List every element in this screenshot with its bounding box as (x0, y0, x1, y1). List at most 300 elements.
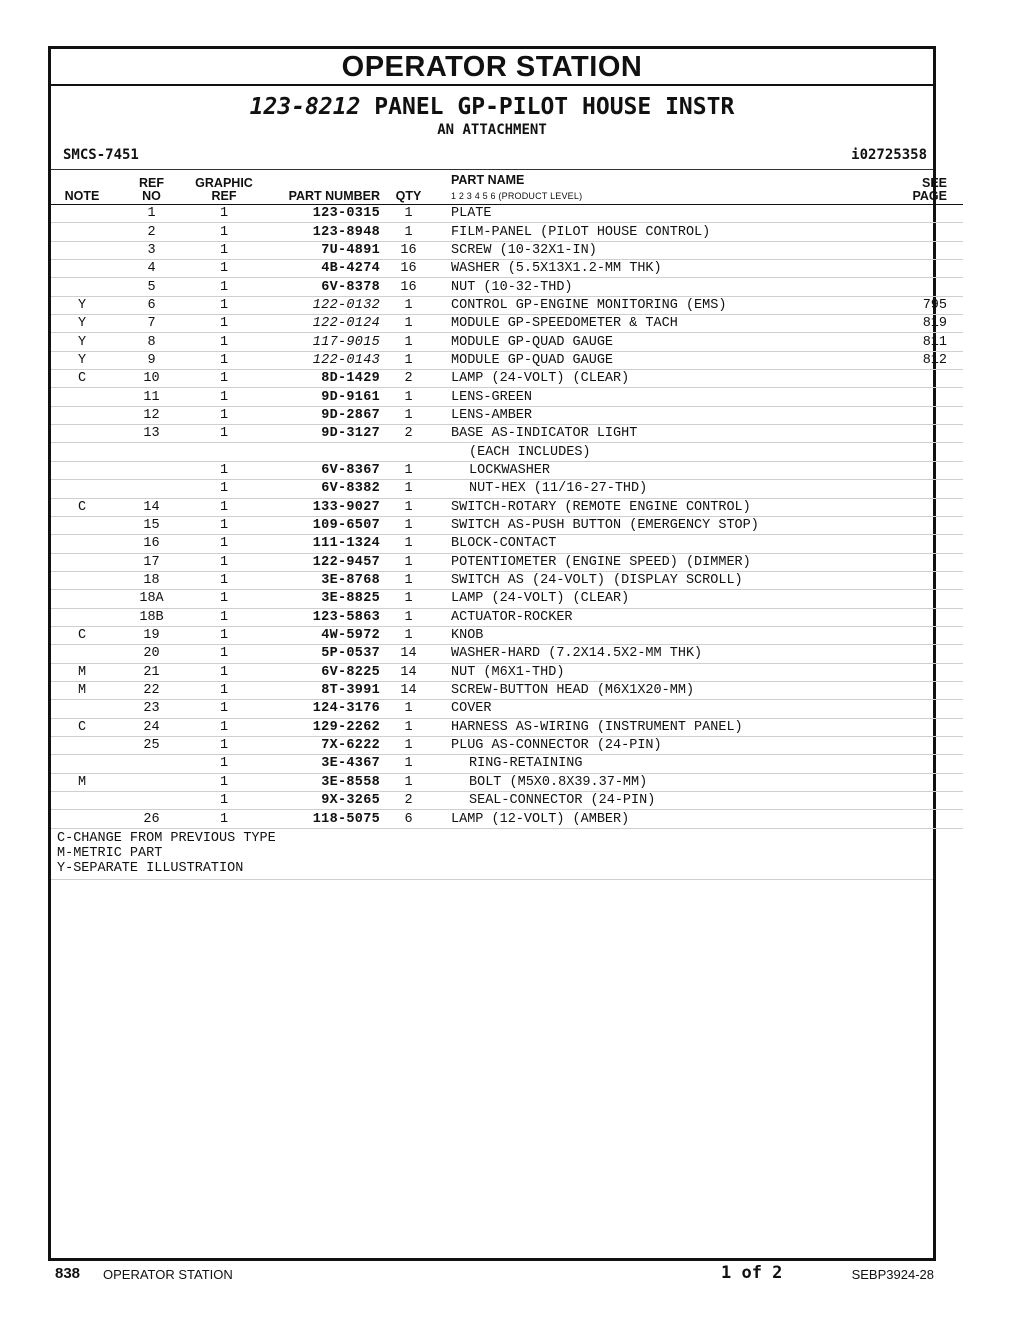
table-row (51, 498, 963, 516)
row-part-number: 109-6507 (258, 516, 380, 534)
table-row (51, 608, 963, 626)
table-row (51, 553, 963, 571)
row-part-number: 123-0315 (258, 205, 380, 223)
row-qty: 1 (380, 736, 437, 754)
row-part-name (437, 792, 881, 810)
attachment-label: AN ATTACHMENT (437, 122, 547, 138)
row-qty: 1 (380, 553, 437, 571)
row-part-name: WASHER-HARD (7.2X14.5X2-MM THK) (437, 645, 881, 663)
row-part-number: 9D-9161 (258, 388, 380, 406)
row-see-page (881, 626, 963, 644)
row-part-number: 9D-3127 (258, 425, 380, 443)
table-row (51, 810, 963, 828)
row-part-name: WASHER (5.5X13X1.2-MM THK) (437, 260, 881, 278)
row-ref-no: 6 (113, 296, 190, 314)
row-part-number: 8T-3991 (258, 681, 380, 699)
row-part-name: SWITCH AS-PUSH BUTTON (EMERGENCY STOP) (437, 516, 881, 534)
row-qty: 2 (380, 370, 437, 388)
row-qty (380, 443, 437, 461)
row-graphic-ref: 1 (190, 626, 258, 644)
row-qty: 1 (380, 388, 437, 406)
row-graphic-ref: 1 (190, 205, 258, 223)
row-qty: 1 (380, 590, 437, 608)
row-see-page (881, 553, 963, 571)
row-part-number: 6V-8382 (258, 480, 380, 498)
table-row (51, 535, 963, 553)
row-graphic-ref: 1 (190, 645, 258, 663)
row-ref-no: 7 (113, 315, 190, 333)
row-ref-no: 18B (113, 608, 190, 626)
table-row (51, 296, 963, 314)
row-part-number: 123-5863 (258, 608, 380, 626)
row-see-page (881, 773, 963, 791)
row-ref-no: 24 (113, 718, 190, 736)
row-part-name: LENS-AMBER (437, 406, 881, 424)
row-graphic-ref: 1 (190, 608, 258, 626)
row-part-name (437, 755, 881, 773)
row-qty: 1 (380, 535, 437, 553)
row-part-number: 111-1324 (258, 535, 380, 553)
row-note (51, 553, 113, 571)
table-row (51, 480, 963, 498)
part-title-line (51, 94, 933, 120)
row-note (51, 792, 113, 810)
row-ref-no: 17 (113, 553, 190, 571)
table-row (51, 645, 963, 663)
row-see-page (881, 700, 963, 718)
row-see-page: 812 (881, 351, 963, 369)
parts-table-body (51, 205, 963, 829)
row-graphic-ref: 1 (190, 773, 258, 791)
row-see-page (881, 608, 963, 626)
row-note (51, 406, 113, 424)
section-title: OPERATOR STATION (51, 49, 933, 86)
note-metric: M-METRIC PART (57, 845, 163, 861)
row-ref-no: 4 (113, 260, 190, 278)
row-note (51, 443, 113, 461)
row-part-number: 3E-4367 (258, 755, 380, 773)
row-part-name-text: SEAL-CONNECTOR (24-PIN) (469, 793, 656, 809)
row-graphic-ref: 1 (190, 260, 258, 278)
row-see-page (881, 498, 963, 516)
row-note: Y (51, 351, 113, 369)
row-qty: 1 (380, 498, 437, 516)
row-part-name: HARNESS AS-WIRING (INSTRUMENT PANEL) (437, 718, 881, 736)
row-part-name: SCREW-BUTTON HEAD (M6X1X20-MM) (437, 681, 881, 699)
row-note (51, 480, 113, 498)
row-qty: 16 (380, 278, 437, 296)
row-qty: 1 (380, 351, 437, 369)
row-part-number: 3E-8825 (258, 590, 380, 608)
row-ref-no (113, 755, 190, 773)
row-ref-no (113, 773, 190, 791)
row-note (51, 461, 113, 479)
row-graphic-ref: 1 (190, 278, 258, 296)
row-see-page (881, 810, 963, 828)
row-graphic-ref: 1 (190, 553, 258, 571)
table-row (51, 755, 963, 773)
row-graphic-ref: 1 (190, 792, 258, 810)
row-part-number: 129-2262 (258, 718, 380, 736)
row-see-page (881, 590, 963, 608)
row-qty: 1 (380, 480, 437, 498)
row-graphic-ref: 1 (190, 425, 258, 443)
row-graphic-ref: 1 (190, 370, 258, 388)
row-part-name: LAMP (24-VOLT) (CLEAR) (437, 370, 881, 388)
col-ref-no: REF NO (113, 170, 190, 205)
row-ref-no: 9 (113, 351, 190, 369)
row-part-name: FILM-PANEL (PILOT HOUSE CONTROL) (437, 223, 881, 241)
main-part-title: PANEL GP-PILOT HOUSE INSTR (374, 94, 735, 120)
row-graphic-ref: 1 (190, 755, 258, 773)
row-part-name-text: LOCKWASHER (469, 462, 551, 478)
row-part-name: BASE AS-INDICATOR LIGHT (437, 425, 881, 443)
row-graphic-ref: 1 (190, 223, 258, 241)
row-ref-no: 21 (113, 663, 190, 681)
row-see-page (881, 406, 963, 424)
page-of: 1 of 2 (721, 1263, 783, 1283)
parts-table (51, 170, 963, 829)
row-see-page (881, 388, 963, 406)
note-separate: Y-SEPARATE ILLUSTRATION (57, 860, 244, 876)
table-row (51, 516, 963, 534)
row-qty: 1 (380, 296, 437, 314)
row-note (51, 278, 113, 296)
row-part-number: 117-9015 (258, 333, 380, 351)
table-row (51, 388, 963, 406)
row-qty: 1 (380, 516, 437, 534)
row-part-number: 122-9457 (258, 553, 380, 571)
row-qty: 14 (380, 681, 437, 699)
col-see-page: SEE PAGE (881, 170, 963, 205)
row-graphic-ref: 1 (190, 516, 258, 534)
table-row (51, 351, 963, 369)
row-ref-no: 5 (113, 278, 190, 296)
row-note (51, 241, 113, 259)
row-note (51, 388, 113, 406)
row-ref-no: 22 (113, 681, 190, 699)
row-see-page (881, 718, 963, 736)
row-qty: 1 (380, 718, 437, 736)
row-qty: 14 (380, 645, 437, 663)
row-part-number: 8D-1429 (258, 370, 380, 388)
row-see-page (881, 681, 963, 699)
row-ref-no: 18A (113, 590, 190, 608)
row-part-number: 4W-5972 (258, 626, 380, 644)
row-ref-no: 13 (113, 425, 190, 443)
row-note: Y (51, 296, 113, 314)
table-row (51, 205, 963, 223)
row-see-page: 795 (881, 296, 963, 314)
row-part-name (437, 461, 881, 479)
row-qty: 1 (380, 755, 437, 773)
row-ref-no (113, 480, 190, 498)
row-note: M (51, 773, 113, 791)
row-ref-no: 10 (113, 370, 190, 388)
table-row (51, 736, 963, 754)
row-graphic-ref: 1 (190, 663, 258, 681)
row-note (51, 700, 113, 718)
row-qty: 14 (380, 663, 437, 681)
row-part-number: 5P-0537 (258, 645, 380, 663)
row-note: C (51, 370, 113, 388)
table-row (51, 260, 963, 278)
table-row (51, 425, 963, 443)
row-part-number: 122-0132 (258, 296, 380, 314)
row-qty: 1 (380, 223, 437, 241)
row-ref-no: 25 (113, 736, 190, 754)
row-note: C (51, 626, 113, 644)
row-qty: 1 (380, 315, 437, 333)
row-part-name: BLOCK-CONTACT (437, 535, 881, 553)
row-ref-no: 12 (113, 406, 190, 424)
row-graphic-ref: 1 (190, 700, 258, 718)
row-graphic-ref: 1 (190, 388, 258, 406)
row-graphic-ref: 1 (190, 333, 258, 351)
row-part-number: 122-0124 (258, 315, 380, 333)
row-note: M (51, 663, 113, 681)
row-graphic-ref: 1 (190, 315, 258, 333)
table-row (51, 663, 963, 681)
row-note (51, 755, 113, 773)
row-part-number: 6V-8225 (258, 663, 380, 681)
row-part-name: PLUG AS-CONNECTOR (24-PIN) (437, 736, 881, 754)
row-part-name: SWITCH-ROTARY (REMOTE ENGINE CONTROL) (437, 498, 881, 516)
row-note (51, 590, 113, 608)
row-note: Y (51, 333, 113, 351)
row-part-name (437, 480, 881, 498)
table-row (51, 590, 963, 608)
row-note (51, 535, 113, 553)
row-note: C (51, 718, 113, 736)
row-see-page (881, 223, 963, 241)
row-ref-no: 3 (113, 241, 190, 259)
row-part-number: 4B-4274 (258, 260, 380, 278)
col-part-number: PART NUMBER (258, 170, 380, 205)
row-part-name: SWITCH AS (24-VOLT) (DISPLAY SCROLL) (437, 571, 881, 589)
row-graphic-ref: 1 (190, 296, 258, 314)
row-qty: 2 (380, 792, 437, 810)
row-see-page (881, 205, 963, 223)
row-part-number: 133-9027 (258, 498, 380, 516)
row-part-name-text: (EACH INCLUDES) (469, 444, 591, 460)
row-part-name (437, 773, 881, 791)
row-ref-no: 19 (113, 626, 190, 644)
row-part-name: SCREW (10-32X1-IN) (437, 241, 881, 259)
row-ref-no: 15 (113, 516, 190, 534)
row-part-name: MODULE GP-SPEEDOMETER & TACH (437, 315, 881, 333)
row-graphic-ref: 1 (190, 351, 258, 369)
row-graphic-ref: 1 (190, 571, 258, 589)
row-qty: 16 (380, 241, 437, 259)
note-change: C-CHANGE FROM PREVIOUS TYPE (57, 830, 276, 846)
row-graphic-ref: 1 (190, 681, 258, 699)
row-graphic-ref: 1 (190, 461, 258, 479)
row-ref-no: 20 (113, 645, 190, 663)
row-note (51, 260, 113, 278)
row-qty: 1 (380, 608, 437, 626)
table-row (51, 571, 963, 589)
table-row (51, 223, 963, 241)
row-note (51, 205, 113, 223)
row-part-number: 123-8948 (258, 223, 380, 241)
row-part-number: 7X-6222 (258, 736, 380, 754)
row-qty: 1 (380, 700, 437, 718)
row-qty: 16 (380, 260, 437, 278)
table-row (51, 278, 963, 296)
row-note: Y (51, 315, 113, 333)
table-row (51, 370, 963, 388)
smcs-code: SMCS-7451 (63, 147, 139, 163)
row-part-name-text: NUT-HEX (11/16-27-THD) (469, 481, 648, 497)
row-part-number: 3E-8768 (258, 571, 380, 589)
row-qty: 1 (380, 571, 437, 589)
row-ref-no (113, 792, 190, 810)
row-see-page (881, 571, 963, 589)
row-part-name-text: RING-RETAINING (469, 756, 583, 772)
row-ref-no: 14 (113, 498, 190, 516)
row-qty: 1 (380, 461, 437, 479)
row-ref-no: 2 (113, 223, 190, 241)
row-see-page (881, 755, 963, 773)
main-part-number: 123-8212 (249, 94, 361, 120)
row-ref-no: 16 (113, 535, 190, 553)
row-note (51, 608, 113, 626)
col-graphic-ref: GRAPHIC REF (190, 170, 258, 205)
product-level-label: 1 2 3 4 5 6 (PRODUCT LEVEL) (451, 191, 583, 201)
row-qty: 1 (380, 205, 437, 223)
col-qty: QTY (380, 170, 437, 205)
row-see-page (881, 663, 963, 681)
row-ref-no (113, 461, 190, 479)
document-id: SEBP3924-28 (851, 1267, 934, 1282)
col-part-name: PART NAME 1 2 3 4 5 6 (PRODUCT LEVEL) (437, 170, 881, 205)
row-see-page (881, 260, 963, 278)
row-see-page (881, 461, 963, 479)
table-row (51, 718, 963, 736)
row-part-name: LAMP (12-VOLT) (AMBER) (437, 810, 881, 828)
table-row (51, 315, 963, 333)
row-part-number: 9X-3265 (258, 792, 380, 810)
row-qty: 1 (380, 333, 437, 351)
notes-legend (51, 829, 933, 880)
row-graphic-ref: 1 (190, 718, 258, 736)
row-part-name: LENS-GREEN (437, 388, 881, 406)
table-row (51, 406, 963, 424)
row-part-name: KNOB (437, 626, 881, 644)
row-note (51, 223, 113, 241)
row-note: C (51, 498, 113, 516)
row-see-page (881, 241, 963, 259)
row-qty: 2 (380, 425, 437, 443)
table-row (51, 241, 963, 259)
row-graphic-ref: 1 (190, 480, 258, 498)
row-see-page (881, 443, 963, 461)
table-row (51, 333, 963, 351)
row-see-page (881, 516, 963, 534)
row-note (51, 571, 113, 589)
row-note (51, 425, 113, 443)
row-see-page (881, 736, 963, 754)
row-part-name: ACTUATOR-ROCKER (437, 608, 881, 626)
page-number: 838 (55, 1265, 81, 1282)
row-graphic-ref: 1 (190, 241, 258, 259)
row-part-name (437, 443, 881, 461)
table-row (51, 681, 963, 699)
row-part-number: 7U-4891 (258, 241, 380, 259)
row-see-page (881, 278, 963, 296)
row-graphic-ref: 1 (190, 498, 258, 516)
row-ref-no: 1 (113, 205, 190, 223)
row-see-page (881, 792, 963, 810)
table-row (51, 700, 963, 718)
row-part-name: COVER (437, 700, 881, 718)
row-part-number: 124-3176 (258, 700, 380, 718)
row-part-number: 3E-8558 (258, 773, 380, 791)
page-footer (55, 1263, 934, 1287)
row-see-page (881, 535, 963, 553)
row-note (51, 645, 113, 663)
row-part-number: 6V-8367 (258, 461, 380, 479)
row-part-number: 6V-8378 (258, 278, 380, 296)
table-row (51, 792, 963, 810)
table-row (51, 626, 963, 644)
row-part-number: 9D-2867 (258, 406, 380, 424)
row-part-name: NUT (10-32-THD) (437, 278, 881, 296)
table-row (51, 443, 963, 461)
row-part-name: NUT (M6X1-THD) (437, 663, 881, 681)
row-part-name-text: BOLT (M5X0.8X39.37-MM) (469, 774, 648, 790)
row-see-page (881, 645, 963, 663)
table-row (51, 773, 963, 791)
row-note (51, 516, 113, 534)
row-graphic-ref: 1 (190, 810, 258, 828)
footer-section: OPERATOR STATION (103, 1267, 233, 1282)
table-header-row (51, 170, 963, 205)
row-qty: 6 (380, 810, 437, 828)
row-qty: 1 (380, 406, 437, 424)
row-part-number: 118-5075 (258, 810, 380, 828)
row-ref-no: 26 (113, 810, 190, 828)
row-note: M (51, 681, 113, 699)
row-see-page (881, 370, 963, 388)
row-graphic-ref: 1 (190, 535, 258, 553)
row-ref-no: 18 (113, 571, 190, 589)
row-part-name: MODULE GP-QUAD GAUGE (437, 351, 881, 369)
row-see-page (881, 425, 963, 443)
row-ref-no (113, 443, 190, 461)
row-note (51, 810, 113, 828)
row-see-page: 811 (881, 333, 963, 351)
row-graphic-ref: 1 (190, 406, 258, 424)
col-note: NOTE (51, 170, 113, 205)
row-ref-no: 8 (113, 333, 190, 351)
table-row (51, 461, 963, 479)
row-part-name: PLATE (437, 205, 881, 223)
row-part-name: POTENTIOMETER (ENGINE SPEED) (DIMMER) (437, 553, 881, 571)
illustration-id: i02725358 (851, 147, 927, 163)
row-qty: 1 (380, 773, 437, 791)
row-ref-no: 11 (113, 388, 190, 406)
row-part-name: MODULE GP-QUAD GAUGE (437, 333, 881, 351)
row-note (51, 736, 113, 754)
row-see-page: 819 (881, 315, 963, 333)
row-graphic-ref (190, 443, 258, 461)
row-qty: 1 (380, 626, 437, 644)
row-part-number (258, 443, 380, 461)
row-ref-no: 23 (113, 700, 190, 718)
row-part-number: 122-0143 (258, 351, 380, 369)
